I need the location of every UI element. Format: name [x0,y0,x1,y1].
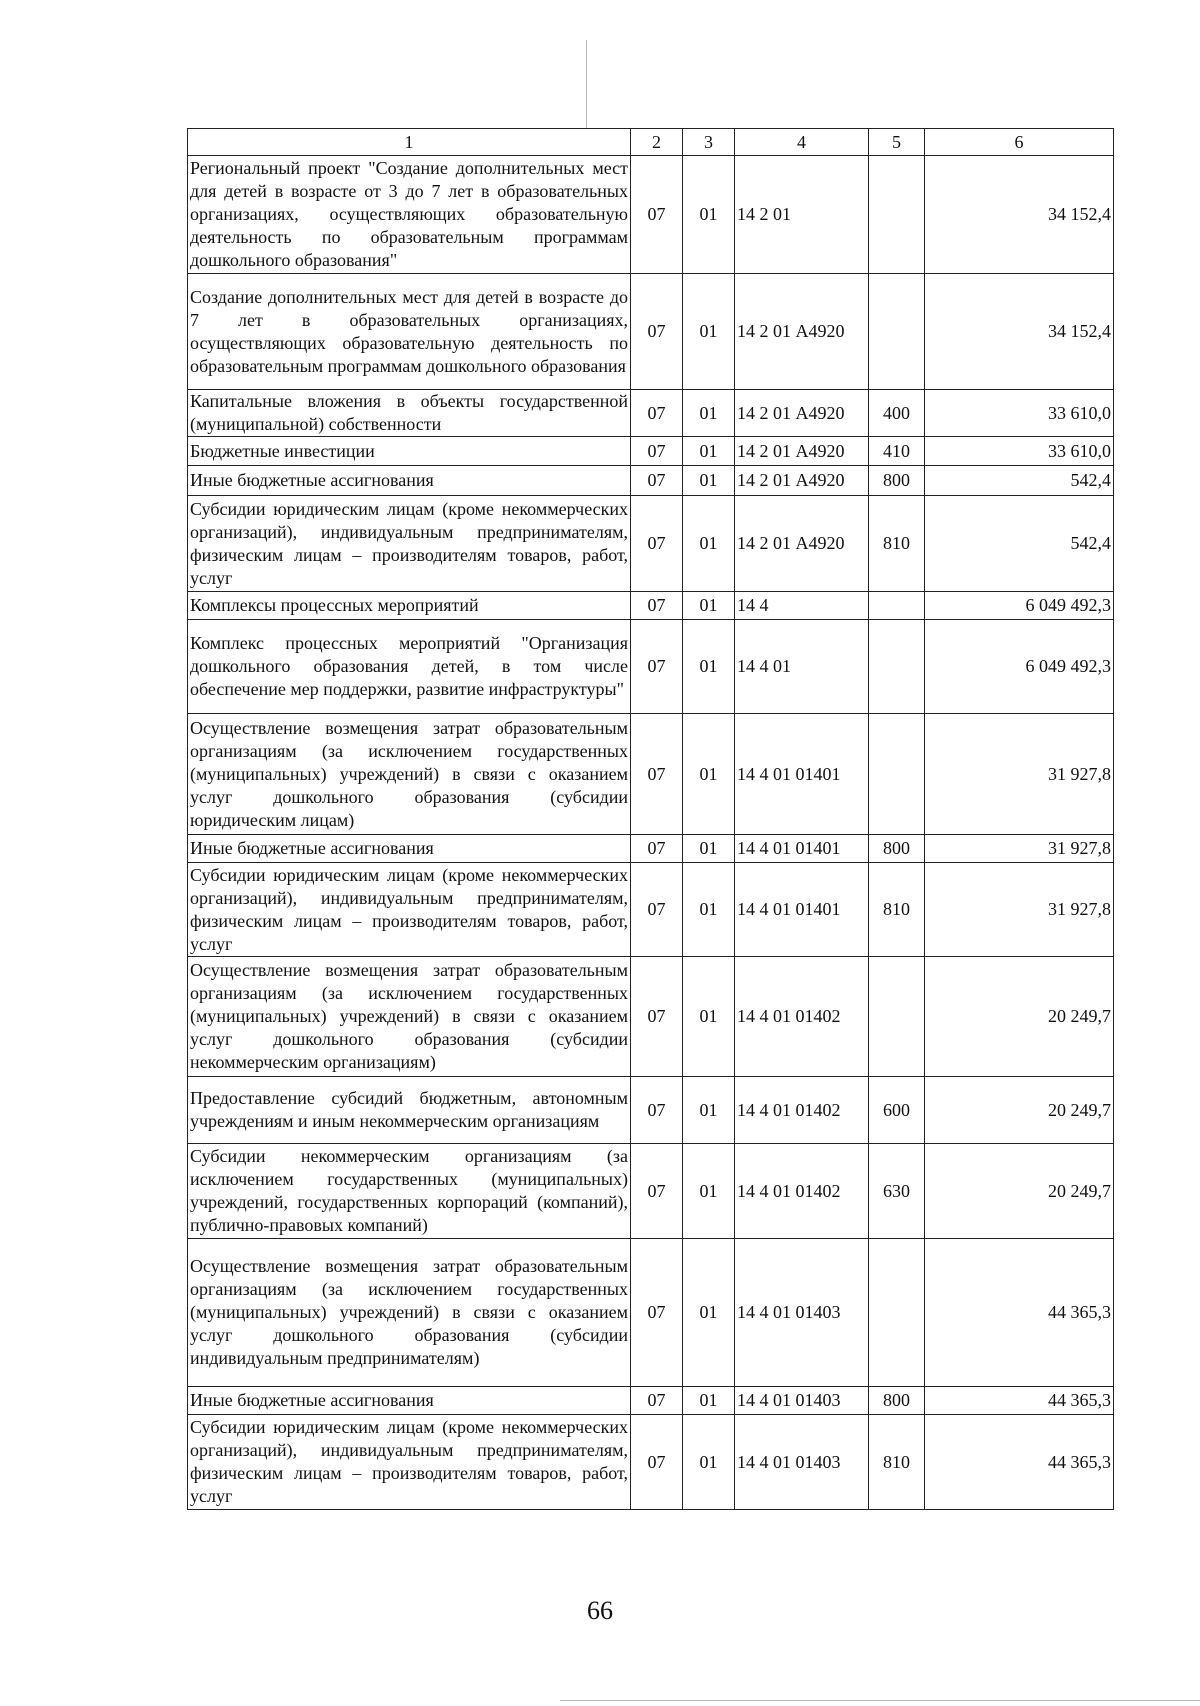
row-expense-type [869,620,925,714]
row-target-code: 14 4 01 01403 [735,1387,869,1415]
row-section: 07 [631,1239,683,1387]
row-section: 07 [631,437,683,466]
row-target-code: 14 4 01 01402 [735,1077,869,1144]
row-expense-type [869,1239,925,1387]
row-target-code: 14 4 01 [735,620,869,714]
row-amount: 33 610,0 [925,390,1114,437]
row-target-code: 14 4 01 01403 [735,1239,869,1387]
row-target-code: 14 4 01 01401 [735,835,869,863]
budget-table [187,128,1114,1510]
row-section: 07 [631,1415,683,1510]
row-name: Осуществление возмещения затрат образовательным организациям (за исключением государственных (муниципальных) учреждений) в связи с оказанием услуг дошкольного образования (субсидии юридическим лицам) [188,714,631,835]
table-row [188,957,1114,1077]
row-subsection: 01 [683,863,735,957]
table-row [188,1077,1114,1144]
row-target-code: 14 4 01 01401 [735,863,869,957]
row-name: Осуществление возмещения затрат образовательным организациям (за исключением государственных (муниципальных) учреждений) в связи с оказанием услуг дошкольного образования (субсидии индивидуальным предпринимателям) [188,1239,631,1387]
row-section: 07 [631,714,683,835]
row-expense-type: 800 [869,466,925,496]
row-expense-type: 800 [869,1387,925,1415]
row-subsection: 01 [683,835,735,863]
table-row [188,714,1114,835]
column-header-5: 5 [869,129,925,156]
row-subsection: 01 [683,1387,735,1415]
row-expense-type: 810 [869,496,925,592]
row-expense-type: 800 [869,835,925,863]
row-amount: 33 610,0 [925,437,1114,466]
row-section: 07 [631,957,683,1077]
row-subsection: 01 [683,274,735,390]
row-expense-type: 400 [869,390,925,437]
table-row [188,390,1114,437]
column-header-4: 4 [735,129,869,156]
row-amount: 44 365,3 [925,1387,1114,1415]
row-name: Иные бюджетные ассигнования [188,466,631,496]
row-name: Бюджетные инвестиции [188,437,631,466]
row-section: 07 [631,274,683,390]
row-target-code: 14 2 01 А4920 [735,274,869,390]
row-target-code: 14 4 01 01402 [735,1144,869,1239]
row-subsection: 01 [683,714,735,835]
row-section: 07 [631,592,683,620]
row-name: Иные бюджетные ассигнования [188,835,631,863]
scan-artifact-top [586,40,587,128]
row-name: Предоставление субсидий бюджетным, автономным учреждениям и иным некоммерческим организациям [188,1077,631,1144]
row-expense-type [869,714,925,835]
row-subsection: 01 [683,592,735,620]
row-section: 07 [631,1077,683,1144]
row-amount: 44 365,3 [925,1415,1114,1510]
row-name: Осуществление возмещения затрат образовательным организациям (за исключением государственных (муниципальных) учреждений) в связи с оказанием услуг дошкольного образования (субсидии некоммерческим организациям) [188,957,631,1077]
row-name: Субсидии юридическим лицам (кроме некоммерческих организаций), индивидуальным предпринимателям, физическим лицам – производителям товаров, работ, услуг [188,1415,631,1510]
table-header [188,129,1114,156]
row-amount: 542,4 [925,496,1114,592]
table-row [188,437,1114,466]
row-subsection: 01 [683,496,735,592]
row-subsection: 01 [683,466,735,496]
table-row [188,863,1114,957]
row-name: Капитальные вложения в объекты государственной (муниципальной) собственности [188,390,631,437]
row-amount: 20 249,7 [925,1077,1114,1144]
row-subsection: 01 [683,620,735,714]
row-name: Региональный проект "Создание дополнительных мест для детей в возрасте от 3 до 7 лет в образовательных организациях, осуществляющих образовательную деятельность по образовательным программам дошкольного образования" [188,156,631,274]
row-target-code: 14 4 01 01403 [735,1415,869,1510]
row-subsection: 01 [683,1415,735,1510]
table-row [188,835,1114,863]
row-amount: 542,4 [925,466,1114,496]
table-row [188,156,1114,274]
row-expense-type [869,274,925,390]
row-amount: 31 927,8 [925,714,1114,835]
row-target-code: 14 4 01 01402 [735,957,869,1077]
row-expense-type: 810 [869,1415,925,1510]
row-subsection: 01 [683,156,735,274]
row-section: 07 [631,496,683,592]
table-row [188,620,1114,714]
table-row [188,1144,1114,1239]
row-name: Комплекс процессных мероприятий "Организация дошкольного образования детей, в том числе обеспечение мер поддержки, развитие инфраструктуры" [188,620,631,714]
row-amount: 31 927,8 [925,835,1114,863]
row-expense-type: 630 [869,1144,925,1239]
row-amount: 20 249,7 [925,957,1114,1077]
row-amount: 31 927,8 [925,863,1114,957]
row-amount: 6 049 492,3 [925,620,1114,714]
table-row [188,496,1114,592]
row-expense-type: 600 [869,1077,925,1144]
row-target-code: 14 2 01 [735,156,869,274]
row-section: 07 [631,835,683,863]
row-target-code: 14 4 01 01401 [735,714,869,835]
table-header-row [188,129,1114,156]
table-row [188,466,1114,496]
table-body [188,156,1114,1510]
row-amount: 20 249,7 [925,1144,1114,1239]
row-name: Создание дополнительных мест для детей в возрасте до 7 лет в образовательных организациях, осуществляющих образовательную деятельность по образовательным программам дошкольного образования [188,274,631,390]
row-expense-type [869,156,925,274]
row-section: 07 [631,390,683,437]
row-amount: 34 152,4 [925,274,1114,390]
row-target-code: 14 2 01 А4920 [735,390,869,437]
table-row [188,1387,1114,1415]
scan-artifact-bottom [560,1700,1200,1701]
row-section: 07 [631,466,683,496]
row-name: Комплексы процессных мероприятий [188,592,631,620]
table-row [188,592,1114,620]
row-amount: 34 152,4 [925,156,1114,274]
row-target-code: 14 2 01 А4920 [735,466,869,496]
row-target-code: 14 4 [735,592,869,620]
row-subsection: 01 [683,1144,735,1239]
row-expense-type: 410 [869,437,925,466]
row-expense-type [869,592,925,620]
row-amount: 44 365,3 [925,1239,1114,1387]
row-section: 07 [631,863,683,957]
table-row [188,274,1114,390]
column-header-2: 2 [631,129,683,156]
row-target-code: 14 2 01 А4920 [735,437,869,466]
table-row [188,1415,1114,1510]
row-name: Иные бюджетные ассигнования [188,1387,631,1415]
row-subsection: 01 [683,1077,735,1144]
row-expense-type: 810 [869,863,925,957]
row-subsection: 01 [683,390,735,437]
column-header-6: 6 [925,129,1114,156]
page-number: 66 [587,1596,613,1625]
row-amount: 6 049 492,3 [925,592,1114,620]
row-section: 07 [631,620,683,714]
row-name: Субсидии некоммерческим организациям (за исключением государственных (муниципальных) учреждений, государственных корпораций (компаний), публично-правовых компаний) [188,1144,631,1239]
row-name: Субсидии юридическим лицам (кроме некоммерческих организаций), индивидуальным предпринимателям, физическим лицам – производителям товаров, работ, услуг [188,496,631,592]
row-section: 07 [631,1144,683,1239]
row-expense-type [869,957,925,1077]
row-section: 07 [631,1387,683,1415]
row-subsection: 01 [683,957,735,1077]
row-target-code: 14 2 01 А4920 [735,496,869,592]
column-header-1: 1 [188,129,631,156]
row-subsection: 01 [683,1239,735,1387]
row-section: 07 [631,156,683,274]
row-subsection: 01 [683,437,735,466]
row-name: Субсидии юридическим лицам (кроме некоммерческих организаций), индивидуальным предпринимателям, физическим лицам – производителям товаров, работ, услуг [188,863,631,957]
table-row [188,1239,1114,1387]
column-header-3: 3 [683,129,735,156]
